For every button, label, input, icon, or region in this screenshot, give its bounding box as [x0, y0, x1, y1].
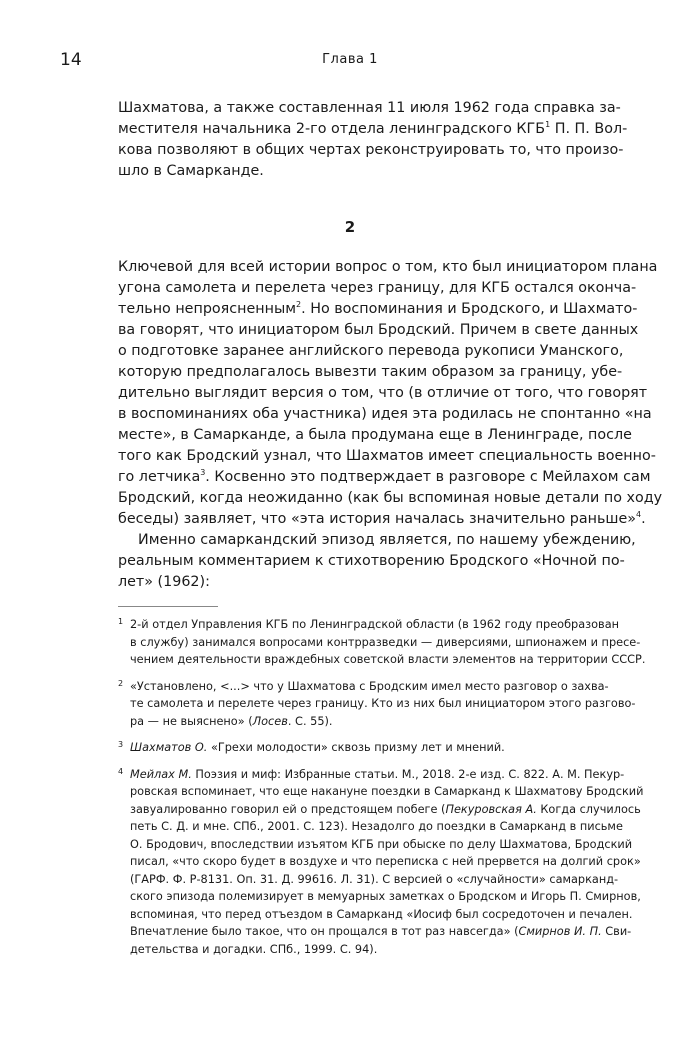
section-number: 2 [344, 218, 356, 236]
footnote-number: 4 [118, 766, 124, 776]
text-line: Бродский, когда неожиданно (как бы вспоминая новые детали по ходу [118, 490, 663, 506]
text-line: о подготовке заранее английского перевода рукописи Уманского, [118, 343, 624, 359]
footnotes [118, 616, 646, 967]
text-line: местителя начальника 2-го отдела ленинградского КГБ$^1$ П. П. Вол- [118, 120, 628, 137]
footnote-ref-2: 2 [296, 300, 302, 310]
text-line: угона самолета и перелета через границу, для КГБ остался оконча- [118, 280, 637, 296]
text-line: тельно непроясненным$^2$. Но воспоминания и Бродского, и Шахмато- [118, 300, 638, 317]
text-line: шло в Самарканде. [118, 163, 264, 179]
text-line: писал, «что скоро будет в воздухе и что переписка с ней прервется на долгий срок» [130, 855, 641, 868]
footnote-divider [118, 606, 218, 607]
paragraph [118, 257, 663, 530]
footnote-number: 3 [118, 740, 124, 749]
text-line: дительно выглядит версия о том, что (в отличие от того, что говорят [118, 385, 648, 401]
running-head: Глава 1 [322, 52, 378, 67]
text-line: Шахматов О. «Грехи молодости» сквозь призму лет и мнений. [130, 741, 505, 754]
footnote-1 [118, 616, 646, 669]
text-line: го летчика$^3$. Косвенно это подтверждает в разговоре с Мейлахом сам [118, 468, 651, 485]
text-line: Шахматова, а также составленная 11 июля 1962 года справка за- [118, 100, 621, 116]
text-line: О. Бродович, впоследствии изъятом КГБ при обыске по делу Шахматова, Бродский [130, 837, 633, 851]
footnote-3 [118, 739, 600, 757]
text-line: Ключевой для всей истории вопрос о том, кто был инициатором плана [118, 259, 658, 275]
text-line: завуалированно говорил ей о предстоящем побеге (Пекуровская А. Когда случилось [130, 802, 641, 816]
footnote-number: 2 [118, 678, 124, 688]
footnote-number: 1 [118, 617, 124, 626]
footnote-ref-4: 4 [636, 510, 642, 520]
text-line: (ГАРФ. Ф. Р-8131. Оп. 31. Д. 99616. Л. 31). С версией о «случайности» самарканд- [130, 872, 619, 886]
text-line: чением деятельности враждебных советской власти элементов на территории СССР. [130, 653, 646, 666]
text-line: реальным комментарием к стихотворению Бродского «Ночной по- [118, 553, 625, 569]
footnote-ref-1: 1 [545, 120, 551, 130]
text-line: Мейлах М. Поэзия и миф: Избранные статьи. М., 2018. 2-е изд. С. 822. А. М. Пекур- [130, 767, 625, 781]
page-number: 14 [60, 50, 82, 70]
text-line: Именно самаркандский эпизод является, по нашему убеждению, [138, 532, 636, 548]
text-line: вспоминая, что перед отъездом в Самарканд «Иосиф был сосредоточен и печален. [130, 907, 633, 921]
text-line: которую предполагалось вывезти таким образом за границу, убе- [118, 364, 623, 380]
footnote-2 [118, 678, 636, 731]
footnote-4 [118, 766, 644, 959]
text-line: в воспоминаниях оба участника) идея эта родилась не спонтанно «на [118, 406, 652, 422]
text-line: ра — не выяснено» (Лосев. С. 55). [130, 714, 333, 728]
text-line: ского эпизода полемизирует в мемуарных заметках о Бродском и Игорь П. Смирнов, [130, 890, 641, 903]
footnote-ref-3: 3 [200, 468, 206, 478]
text-line: петь С. Д. и мне. СПб., 2001. С. 123). Незадолго до поездки в Самарканд в письме [130, 820, 623, 833]
text-line: детельства и догадки. СПб., 1999. С. 94). [130, 942, 378, 956]
text-line: Впечатление было такое, что он прощался в тот раз навсегда» (Смирнов И. П. Сви- [130, 925, 632, 938]
paragraph [118, 530, 636, 593]
text-line: месте», в Самарканде, а была продумана еще в Ленинграде, после [118, 427, 632, 443]
text-line: те самолета и перелете через границу. Кто из них был инициатором этого разгово- [130, 697, 636, 710]
text-line: «Установлено, <...> что у Шахматова с Бродским имел место разговор о захва- [130, 679, 609, 693]
text-line: 2-й отдел Управления КГБ по Ленинградской области (в 1962 году преобразован [130, 618, 620, 631]
text-line: ровская вспоминает, что еще накануне поездки в Самарканд к Шахматову Бродский [130, 785, 644, 798]
text-line: беседы) заявляет, что «эта история началась значительно раньше»$^4$. [118, 510, 646, 527]
text-line: лет» (1962): [118, 574, 210, 590]
paragraph-continued [118, 98, 628, 182]
text-line: в службу) занимался вопросами контрразведки — диверсиями, шпионажем и пресе- [130, 635, 641, 649]
text-line: ва говорят, что инициатором был Бродский. Причем в свете данных [118, 322, 639, 338]
text-line: кова позволяют в общих чертах реконструировать то, что произо- [118, 142, 624, 158]
text-line: того как Бродский узнал, что Шахматов имеет специальность военно- [118, 448, 656, 464]
